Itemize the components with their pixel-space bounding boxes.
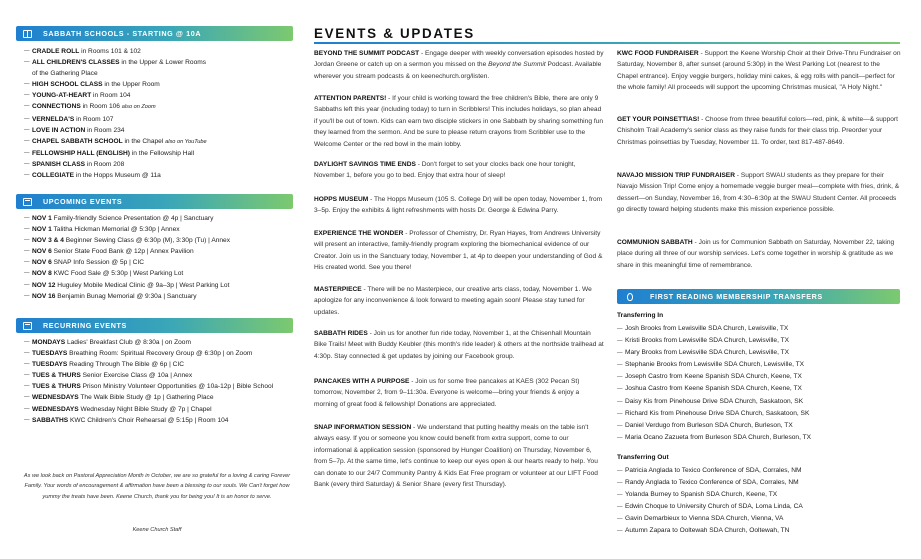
item-text: in Room 107: [74, 115, 114, 123]
article-wonder: [314, 228, 604, 274]
item-text: The Walk Bible Study @ 1p | Gathering Place: [78, 394, 214, 402]
transfer-item: — Daisy Kis from Pinehouse Drive SDA Church, Saskatoon, SK: [617, 396, 811, 408]
list-item: [24, 90, 207, 101]
article-heading: KWC FOOD FUNDRAISER: [617, 50, 699, 57]
transfer-item: — Richard Kis from Pinehouse Drive SDA Church, Saskatoon, SK: [617, 408, 811, 420]
list-item: [24, 392, 273, 403]
item-text: Talitha Hickman Memorial @ 5:30p | Annex: [51, 226, 180, 234]
transfers-header: [617, 289, 900, 304]
list-item: [24, 257, 230, 268]
list-item: [24, 280, 230, 291]
transfer-item: — Gavin Demarbieux to Vienna SDA Church, Vienna, VA: [617, 513, 803, 525]
article-heading: ATTENTION PARENTS!: [314, 95, 387, 102]
article-heading: DAYLIGHT SAVINGS TIME ENDS: [314, 161, 416, 168]
recurring-events-list: [24, 337, 273, 426]
article-dst: [314, 159, 604, 182]
transfer-item: — Joseph Castro from Keene Spanish SDA Church, Keene, TX: [617, 371, 811, 383]
list-item: [24, 348, 273, 359]
item-text: of the Gathering Place: [32, 70, 98, 78]
article-summit: [314, 48, 604, 82]
transfer-item: — Yolanda Burney to Spanish SDA Church, Keene, TX: [617, 489, 803, 501]
list-item: [24, 101, 207, 113]
item-lead: CHAPEL SABBATH SCHOOL: [32, 137, 123, 145]
item-lead: NOV 3 & 4: [32, 237, 64, 245]
article-hopps: [314, 194, 604, 217]
item-text: in Room 234: [85, 126, 125, 134]
sabbath-schools-title: SABBATH SCHOOLS - STARTING @ 10A: [43, 29, 202, 38]
item-lead: NOV 8: [32, 270, 52, 278]
list-item: [24, 224, 230, 235]
item-lead: COLLEGIATE: [32, 172, 75, 180]
item-text: Huguley Mobile Medical Clinic @ 9a–3p | West Parking Lot: [55, 281, 230, 289]
item-lead: TUESDAYS: [32, 350, 68, 358]
recurring-events-title: RECURRING EVENTS: [43, 321, 127, 330]
item-lead: NOV 6: [32, 248, 52, 256]
transfer-item: — Edwin Choque to University Church of SDA, Loma Linda, CA: [617, 501, 803, 513]
item-lead: NOV 1: [32, 215, 52, 222]
item-text: in Rooms 101 & 102: [79, 48, 141, 55]
staff-signature: Keene Church Staff: [132, 527, 182, 533]
book-icon: [23, 30, 32, 38]
article-pancakes: [314, 376, 604, 410]
flame-icon: [627, 293, 633, 301]
article-body: - We understand that putting healthy meals on the table isn't always easy. If you or someone you know could benefit from extra support, come to our informational & application session (sponsored by Hunger Coalition) on Thursday, November 6, from 5–7p. At the same time, let's continue to keep our eyes open & our hearts ready to help. You can donate to our 24/7 Community Pantry & Kids Eat Free program or volunteer at our LIFT Food Bank (every third Saturday) & Senior Share (every first Thursday).: [314, 424, 598, 489]
item-lead: WEDNESDAYS: [32, 405, 79, 413]
article-body: - Join us for some free pancakes at KAES (302 Pecan St) tomorrow, November 2, from 9–11:30a. Everyone is welcome—bring your friends & enjoy a morning of great food & fellowship! Donations are appreciated.: [314, 378, 580, 408]
article-heading: SABBATH RIDES: [314, 330, 368, 337]
page-title: EVENTS & UPDATES: [314, 26, 475, 41]
transfer-item: — Autumn Zapara to Ooltewah SDA Church, Ooltewah, TN: [617, 525, 803, 537]
article-communion: [617, 237, 901, 271]
item-lead: LOVE IN ACTION: [32, 126, 86, 134]
list-item: [24, 337, 273, 348]
item-text: Beginner Sewing Class @ 6:30p (M), 3:30p (Tu) | Annex: [63, 237, 231, 245]
item-text: in the Hopps Museum @ 11a: [74, 172, 161, 180]
list-item: [24, 235, 230, 246]
list-item: [24, 415, 273, 426]
item-text: Ladies' Breakfast Club @ 8:30a | on Zoom: [65, 339, 191, 346]
transfer-item: — Randy Anglada to Texico Conference of SDA, Corrales, NM: [617, 477, 803, 489]
list-item: [24, 68, 207, 79]
list-item: [24, 79, 207, 90]
list-item: [24, 291, 230, 302]
article-heading: PANCAKES WITH A PURPOSE: [314, 378, 410, 385]
item-text: KWC Children's Choir Rehearsal @ 5:15p | Room 104: [68, 416, 229, 424]
upcoming-events-list: [24, 213, 230, 302]
item-text: in the Fellowship Hall: [129, 149, 195, 157]
article-body: - The Hopps Museum (105 S. College Dr) will be open today, November 1, from 3–5p. Enjoy the exhibits & light refreshments with hosts Dr. George & Edwina Parry.: [314, 196, 603, 215]
transferring-out-label: Transferring Out: [617, 454, 669, 461]
transferring-in-list: [617, 323, 811, 444]
item-text: Reading Through The Bible @ 6p | CIC: [67, 361, 184, 369]
item-lead: FELLOWSHIP HALL (ENGLISH): [32, 149, 130, 157]
item-text: in the Chapel: [122, 137, 166, 145]
transfers-title: FIRST READING MEMBERSHIP TRANSFERS: [650, 292, 823, 301]
article-poins: [617, 114, 901, 148]
article-rides: [314, 328, 604, 362]
article-body: - Join us for another fun ride today, November 1, at the Chisenhall Mountain Bike Trails! Meet with Buddy Keubler (this month's ride leader) & others at the northside trailhead at 4:30p. Stay connected & get updates by joining our Facebook group.: [314, 330, 604, 360]
transfer-item: — Josh Brooks from Lewisville SDA Church, Lewisville, TX: [617, 323, 811, 335]
item-lead: NOV 6: [32, 259, 52, 267]
item-lead: CRADLE ROLL: [32, 48, 80, 55]
item-note: also on Zoom: [121, 104, 156, 111]
sabbath-schools-header: [16, 26, 293, 41]
calendar-icon: [23, 198, 32, 206]
item-text: in the Upper Room: [102, 81, 160, 89]
title-divider: [314, 42, 900, 44]
item-text: Senior State Food Bank @ 12p | Annex Pavilion: [51, 248, 194, 256]
list-item: [24, 213, 230, 224]
item-text: Wednesday Night Bible Study @ 7p | Chapel: [78, 405, 212, 413]
item-lead: SPANISH CLASS: [32, 160, 86, 168]
article-kwc: [617, 48, 901, 94]
item-text: in Room 106: [80, 103, 122, 111]
article-heading: EXPERIENCE THE WONDER: [314, 230, 404, 237]
article-heading: MASTERPIECE: [314, 286, 362, 293]
item-lead: TUES & THURS: [32, 372, 81, 380]
list-item: [24, 268, 230, 279]
item-note: also on YouTube: [165, 138, 207, 145]
transfer-item: — Kristi Brooks from Lewisville SDA Church, Lewisville, TX: [617, 335, 811, 347]
transfer-item: — Maria Ocano Zazueta from Burleson SDA Church, Burleson, TX: [617, 432, 811, 444]
article-body: - If your child is working toward the free children's Bible, there are only 9 Sabbaths left this year (including today) to turn in Scribblers! This includes holidays, so plan ahead if you'll be out of town. Kids can earn two disciple stickers in one Sabbath by sharing something fun they learned from the sermon. And be sure to please return crayons from Scribbler use to the Welcome Center or the red bowl in the main lobby.: [314, 95, 603, 148]
item-lead: MONDAYS: [32, 339, 66, 346]
article-attn: [314, 93, 604, 150]
item-lead: WEDNESDAYS: [32, 394, 79, 402]
list-item: [24, 57, 207, 68]
transfer-item: — Stephanie Brooks from Lewisville SDA Church, Lewisville, TX: [617, 359, 811, 371]
item-text: in the Upper & Lower Rooms: [119, 59, 207, 67]
article-heading: SNAP INFORMATION SESSION: [314, 424, 412, 431]
recurring-events-header: [16, 318, 293, 333]
list-item: [24, 114, 207, 125]
list-item: [24, 370, 273, 381]
list-item: [24, 125, 207, 136]
article-master: [314, 284, 604, 318]
article-body: - Choose from three beautiful colors—red, pink, & white—& support Chisholm Trail Academy's senior class as they raise funds for their class trip. Preorder your Christmas poinsettias by Tuesday, November 11. To order, text 817-487-8649.: [617, 116, 898, 146]
item-lead: VERNELDA'S: [32, 115, 75, 123]
list-item: [24, 246, 230, 257]
item-text: Benjamin Bunag Memorial @ 9:30a | Sanctuary: [55, 292, 197, 300]
item-text: in Room 208: [85, 160, 125, 168]
transferring-out-list: [617, 465, 803, 538]
list-item: [24, 359, 273, 370]
appreciation-note: As we look back on Pastoral Appreciation Month in October, we are so grateful for a loving & caring Forever Family. Your words of encouragement & affirmation have been a blessing to our souls. We Can't forget how yummy the treats have been. Keene Church, thank you for being you! It is an honor to serve.: [23, 473, 291, 500]
upcoming-events-header: [16, 194, 293, 209]
list-item: [24, 170, 207, 181]
item-text: Family-friendly Science Presentation @ 4p | Sanctuary: [51, 215, 214, 222]
item-lead: NOV 1: [32, 226, 52, 234]
item-lead: TUES & THURS: [32, 383, 81, 391]
article-body: - Support the Keene Worship Choir at their Drive-Thru Fundraiser on Saturday, November 8, after sunset (around 5:30p) in the West Parking Lot (nearest to the Chapel entrance). Enjoy veggie burgers, holiday mini cakes, & egg rolls with pancit—perfect for the whole family! All proceeds will support the upcoming Christmas musical, "A Holy Night.": [617, 50, 901, 92]
list-item: [24, 148, 207, 159]
transfer-item: — Mary Brooks from Lewisville SDA Church, Lewisville, TX: [617, 347, 811, 359]
article-heading: NAVAJO MISSION TRIP FUNDRAISER: [617, 172, 735, 179]
list-item: [24, 381, 273, 392]
item-lead: NOV 12: [32, 281, 56, 289]
item-lead: YOUNG-AT-HEART: [32, 92, 92, 100]
item-text: Breathing Room: Spiritual Recovery Group @ 6:30p | on Zoom: [67, 350, 253, 358]
article-italic: Beyond the Summit: [488, 61, 546, 69]
article-body: - Engage deeper with weekly conversation episodes hosted by Jordan Greene or catch up on a sermon you missed on the: [314, 50, 604, 69]
item-lead: TUESDAYS: [32, 361, 68, 369]
list-item: [24, 136, 207, 148]
list-item: [24, 404, 273, 415]
transfer-item: — Joshua Castro from Keene Spanish SDA Church, Keene, TX: [617, 383, 811, 395]
item-lead: CONNECTIONS: [32, 103, 81, 111]
item-text: Senior Exercise Class @ 10a | Annex: [80, 372, 193, 380]
item-text: KWC Food Sale @ 5:30p | West Parking Lot: [51, 270, 184, 278]
item-text: SNAP Info Session @ 5p | CIC: [51, 259, 145, 267]
article-body: - Professor of Chemistry, Dr. Ryan Hayes, from Andrews University will present an interactive, family-friendly program exploring the biomechanical evidence of our Creator. Join us in the Sanctuary today, November 1, at 4p to deepen your understanding of God & His created world. See you there!: [314, 230, 603, 272]
transfer-item: — Patricia Anglada to Texico Conference of SDA, Corrales, NM: [617, 465, 803, 477]
article-body: - There will be no Masterpiece, our creative arts class, today, November 1. We apologize for any inconvenience & look forward to meeting again soon! Please stay tuned for updates.: [314, 286, 592, 316]
list-item: [24, 46, 207, 57]
article-heading: GET YOUR POINSETTIAS!: [617, 116, 700, 123]
article-heading: COMMUNION SABBATH: [617, 239, 693, 246]
article-body: - Join us for Communion Sabbath on Saturday, November 22, taking place during all three of our worship services. Let's come together in worship & gratitude as we share in this meaningful time of remembrance.: [617, 239, 895, 269]
article-heading: BEYOND THE SUMMIT PODCAST: [314, 50, 420, 57]
article-heading: HOPPS MUSEUM: [314, 196, 369, 203]
article-body-end: Podcast. Available wherever you stream podcasts & on keenechurch.org/listen.: [314, 61, 602, 80]
item-lead: ALL CHILDREN'S CLASSES: [32, 59, 120, 67]
transferring-in-label: Transferring In: [617, 312, 664, 319]
list-item: [24, 159, 207, 170]
article-body: - Support SWAU students as they prepare for their Navajo Mission Trip! Come enjoy a homemade veggie burger meal—complete with fries, drink, & dessert—on Sunday, November 16, from 4:30–6:30p at the SWAU Student Center. All proceeds go directly toward helping students make this mission experience possible.: [617, 172, 900, 214]
sabbath-schools-list: [24, 46, 207, 181]
article-navajo: [617, 170, 901, 216]
calendar-icon: [23, 322, 32, 330]
article-snap: [314, 422, 604, 490]
upcoming-events-title: UPCOMING EVENTS: [43, 197, 123, 206]
item-lead: SABBATHS: [32, 416, 69, 424]
article-body: - Don't forget to set your clocks back one hour tonight, November 1, before you go to bed. Enjoy that extra hour of sleep!: [314, 161, 576, 180]
item-text: Prison Ministry Volunteer Opportunities @ 10a-12p | Bible School: [80, 383, 274, 391]
item-lead: HIGH SCHOOL CLASS: [32, 81, 103, 89]
item-text: in Room 104: [91, 92, 131, 100]
item-lead: NOV 16: [32, 292, 56, 300]
transfer-item: — Daniel Verdugo from Burleson SDA Church, Burleson, TX: [617, 420, 811, 432]
